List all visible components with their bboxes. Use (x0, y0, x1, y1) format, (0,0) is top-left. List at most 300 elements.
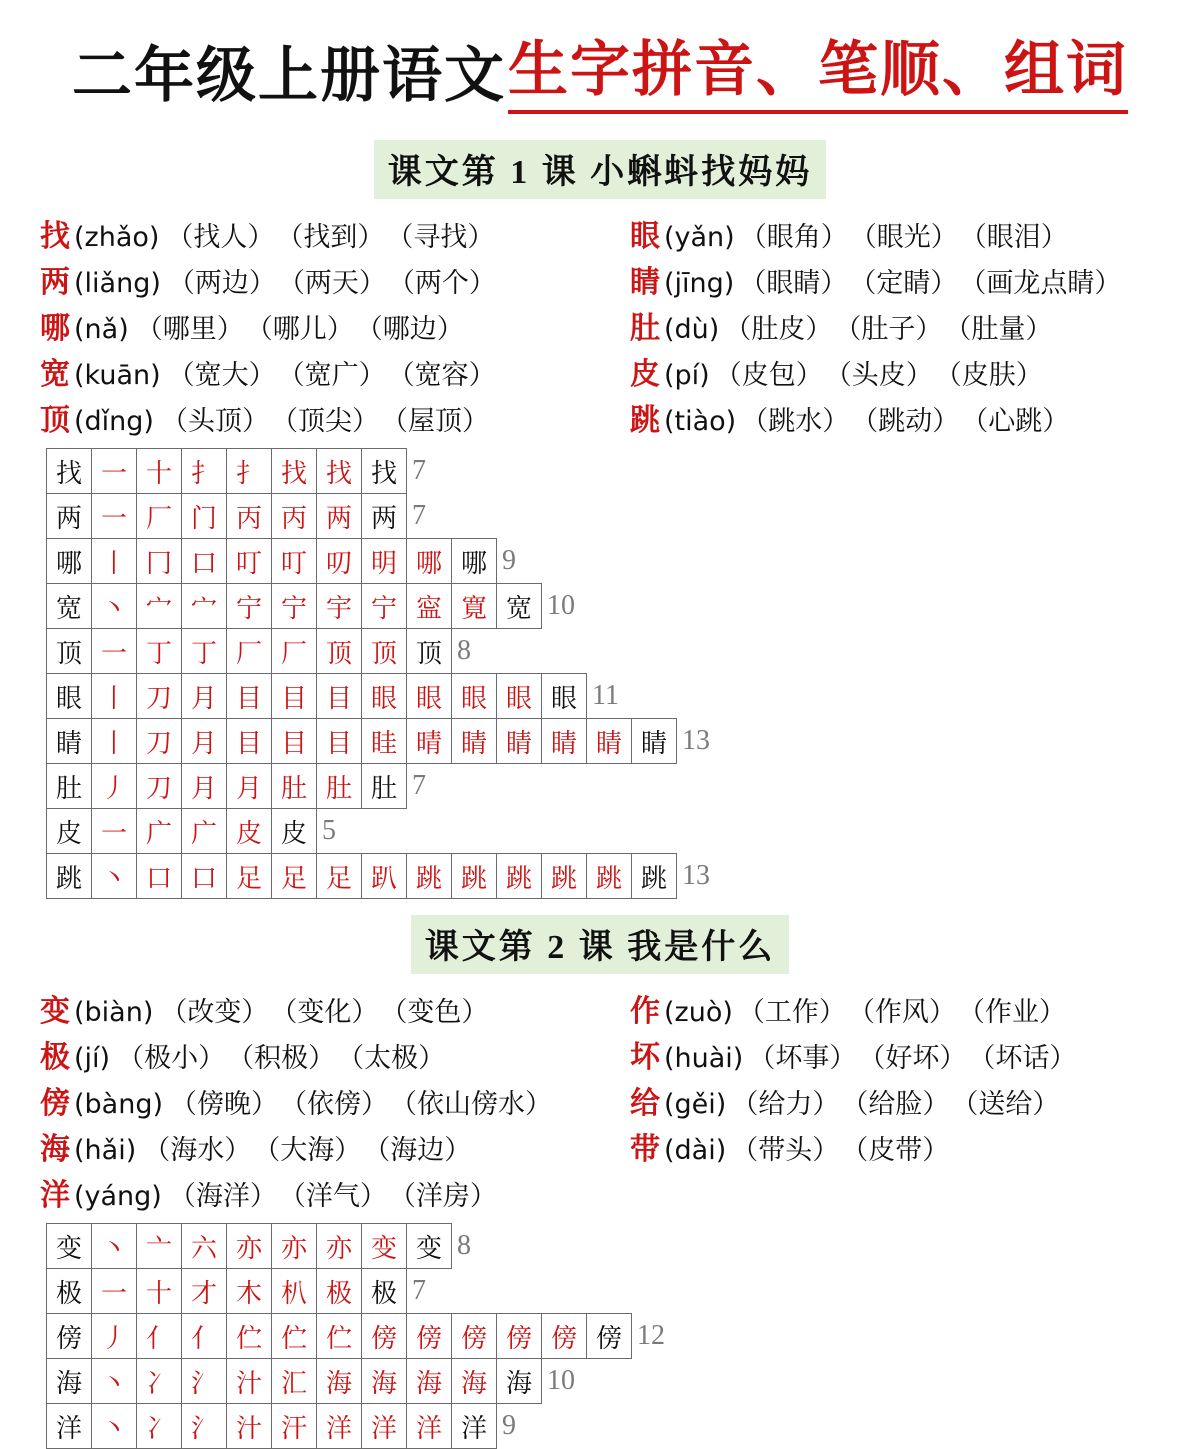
stroke-step-cell: 木 (226, 1268, 272, 1314)
word-term: （两个） (387, 268, 496, 298)
page-title-red: 生字拼音、笔顺、组词 (508, 22, 1128, 114)
stroke-step-cell: 氵 (181, 1358, 227, 1404)
word-term: （两天） (277, 268, 386, 298)
word-term: （作风） (847, 997, 956, 1027)
word-term: （皮包） (714, 360, 823, 390)
stroke-count: 7 (412, 455, 426, 486)
word-pinyin: (zuò) (664, 997, 733, 1028)
word-char: 宽 (40, 358, 70, 391)
word-term: （寻找） (386, 222, 495, 252)
stroke-step-cell: 傍 (451, 1313, 497, 1359)
stroke-step-cell: 广 (181, 808, 227, 854)
stroke-step-cell: 傍 (361, 1313, 407, 1359)
stroke-step-cell: 汗 (271, 1403, 317, 1449)
stroke-step-cell: 目 (226, 718, 272, 764)
stroke-row-char: 两 (46, 493, 92, 539)
word-term: （哪儿） (245, 314, 354, 344)
stroke-step-cell: 丶 (91, 1223, 137, 1269)
stroke-step-cell: 丿 (91, 763, 137, 809)
word-pinyin: (dài) (664, 1135, 727, 1166)
stroke-step-cell: 皮 (271, 808, 317, 854)
stroke-step-cell: 变 (361, 1223, 407, 1269)
stroke-step-cell: 丶 (91, 1403, 137, 1449)
word-term: （哪里） (135, 314, 244, 344)
stroke-step-cell: 冫 (136, 1403, 182, 1449)
stroke-step-cell: 宁 (271, 583, 317, 629)
stroke-step-cell: 扌 (226, 448, 272, 494)
stroke-row (46, 1313, 1200, 1359)
stroke-step-cell: 海 (406, 1358, 452, 1404)
stroke-row-char: 眼 (46, 673, 92, 719)
word-term: （大海） (253, 1135, 362, 1165)
stroke-step-cell: 冂 (136, 538, 182, 584)
stroke-row (46, 448, 1200, 494)
word-term: （宽容） (387, 360, 496, 390)
stroke-step-cell: 口 (181, 538, 227, 584)
stroke-step-cell: 叨 (316, 538, 362, 584)
stroke-row (46, 1223, 1200, 1269)
word-terms (747, 1036, 1077, 1075)
word-term: （洋气） (278, 1181, 387, 1211)
stroke-step-cell: 月 (181, 763, 227, 809)
word-char: 哪 (40, 312, 70, 345)
stroke-step-cell: 眭 (361, 718, 407, 764)
stroke-step-cell: 朳 (271, 1268, 317, 1314)
word-term: （哪边） (355, 314, 464, 344)
word-term: （跳水） (741, 406, 850, 436)
word-term: （心跳） (961, 406, 1070, 436)
stroke-step-cell: 一 (91, 808, 137, 854)
stroke-row (46, 808, 1200, 854)
stroke-step-cell: 十 (136, 1268, 182, 1314)
word-entry (630, 257, 1190, 303)
word-terms (738, 261, 1122, 300)
stroke-count: 9 (502, 1410, 516, 1441)
word-terms (737, 990, 1067, 1029)
word-entry (630, 986, 1190, 1032)
word-term: （带头） (731, 1135, 840, 1165)
word-terms (167, 353, 497, 392)
stroke-step-cell: 肚 (361, 763, 407, 809)
stroke-count: 10 (547, 590, 575, 621)
word-char: 变 (40, 995, 70, 1028)
stroke-step-cell: 眼 (496, 673, 542, 719)
word-term: （眼光） (849, 222, 958, 252)
stroke-step-cell: 刀 (136, 673, 182, 719)
word-term: （眼角） (739, 222, 848, 252)
word-char: 肚 (630, 312, 660, 345)
word-pinyin: (jīng) (664, 268, 735, 299)
word-term: （头顶） (160, 406, 269, 436)
stroke-row (46, 1403, 1200, 1449)
stroke-step-cell: 丶 (91, 853, 137, 899)
stroke-step-cell: 口 (181, 853, 227, 899)
stroke-step-cell: 门 (181, 493, 227, 539)
stroke-step-cell: 傍 (541, 1313, 587, 1359)
word-pinyin: (liǎng) (74, 268, 161, 299)
word-term: （坏话） (968, 1043, 1077, 1073)
word-pinyin: (bàng) (74, 1089, 164, 1120)
stroke-step-cell: 厂 (226, 628, 272, 674)
stroke-count: 8 (457, 1230, 471, 1261)
word-term: （找人） (166, 222, 275, 252)
stroke-step-cell: 刀 (136, 763, 182, 809)
page-title-black: 二年级上册语文 (72, 43, 506, 109)
stroke-count: 10 (547, 1365, 575, 1396)
stroke-step-cell: 宁 (361, 583, 407, 629)
stroke-step-cell: 扌 (181, 448, 227, 494)
lesson-1-word-list (0, 211, 1200, 441)
word-entry (40, 986, 630, 1032)
word-pinyin: (tiào) (664, 406, 737, 437)
stroke-step-cell: 傍 (406, 1313, 452, 1359)
stroke-row (46, 538, 1200, 584)
stroke-step-cell: 眼 (451, 673, 497, 719)
word-char: 给 (630, 1087, 660, 1120)
stroke-step-cell: 目 (316, 673, 362, 719)
word-terms (714, 353, 1044, 392)
stroke-row-char: 跳 (46, 853, 92, 899)
stroke-step-cell: 六 (181, 1223, 227, 1269)
word-term: （极小） (117, 1043, 226, 1073)
stroke-step-cell: 跳 (451, 853, 497, 899)
word-terms (116, 1036, 446, 1075)
stroke-step-cell: 傍 (496, 1313, 542, 1359)
stroke-step-cell: 顶 (361, 628, 407, 674)
stroke-step-cell: 跳 (406, 853, 452, 899)
lesson-2-heading (0, 915, 1200, 974)
stroke-step-cell: 丶 (91, 583, 137, 629)
word-term: （宽大） (167, 360, 276, 390)
stroke-step-cell: 一 (91, 628, 137, 674)
stroke-count: 13 (682, 725, 710, 756)
word-pinyin: (hǎi) (74, 1135, 137, 1166)
stroke-step-cell: 宇 (316, 583, 362, 629)
word-pinyin: (yǎn) (664, 222, 735, 253)
stroke-step-cell: 洋 (451, 1403, 497, 1449)
word-pinyin: (jí) (74, 1043, 111, 1074)
word-pinyin: (kuān) (74, 360, 161, 391)
stroke-step-cell: 眼 (361, 673, 407, 719)
word-pinyin: (gěi) (664, 1089, 727, 1120)
stroke-count: 7 (412, 1275, 426, 1306)
word-term: （肚皮） (724, 314, 833, 344)
stroke-count: 5 (322, 815, 336, 846)
stroke-step-cell: 亠 (136, 1223, 182, 1269)
word-pinyin: (biàn) (74, 997, 154, 1028)
stroke-step-cell: 变 (406, 1223, 452, 1269)
stroke-step-cell: 宁 (226, 583, 272, 629)
word-term: （好坏） (858, 1043, 967, 1073)
stroke-step-cell: 肚 (271, 763, 317, 809)
word-entry (40, 1170, 630, 1216)
word-entry (630, 211, 1190, 257)
word-entry (40, 395, 630, 441)
stroke-step-cell: 冫 (136, 1358, 182, 1404)
stroke-step-cell: 伫 (271, 1313, 317, 1359)
stroke-step-cell: 丨 (91, 718, 137, 764)
word-terms (165, 215, 495, 254)
page-title (0, 0, 1200, 114)
stroke-step-cell: 一 (91, 448, 137, 494)
stroke-step-cell: 寍 (406, 583, 452, 629)
stroke-row-char: 傍 (46, 1313, 92, 1359)
stroke-step-cell: 洋 (406, 1403, 452, 1449)
word-term: （屋顶） (380, 406, 489, 436)
word-term: （画龙点睛） (959, 268, 1122, 298)
stroke-step-cell: 广 (136, 808, 182, 854)
stroke-step-cell: 顶 (316, 628, 362, 674)
stroke-step-cell: 睛 (631, 718, 677, 764)
stroke-step-cell: 极 (361, 1268, 407, 1314)
word-term: （坏事） (748, 1043, 857, 1073)
word-term: （顶尖） (270, 406, 379, 436)
stroke-step-cell: 极 (316, 1268, 362, 1314)
word-char: 眼 (630, 220, 660, 253)
word-term: （海边） (363, 1135, 472, 1165)
lesson-2-words-right (630, 986, 1190, 1216)
word-pinyin: (yáng) (74, 1181, 162, 1212)
word-terms (167, 261, 497, 300)
word-entry (630, 303, 1190, 349)
word-char: 傍 (40, 1087, 70, 1120)
word-char: 海 (40, 1133, 70, 1166)
word-term: （太极） (337, 1043, 446, 1073)
lesson-1-heading-label: 课文第 1 课 小蝌蚪找妈妈 (374, 140, 827, 199)
stroke-row (46, 628, 1200, 674)
stroke-step-cell: 找 (361, 448, 407, 494)
word-terms (142, 1128, 472, 1167)
stroke-step-cell: 宀 (136, 583, 182, 629)
stroke-row (46, 718, 1200, 764)
stroke-step-cell: 伫 (226, 1313, 272, 1359)
stroke-step-cell: 傍 (586, 1313, 632, 1359)
stroke-step-cell: 洋 (361, 1403, 407, 1449)
stroke-step-cell: 目 (271, 718, 317, 764)
stroke-step-cell: 明 (361, 538, 407, 584)
word-term: （积极） (227, 1043, 336, 1073)
word-entry (630, 1032, 1190, 1078)
stroke-step-cell: 厂 (136, 493, 182, 539)
stroke-step-cell: 丨 (91, 673, 137, 719)
stroke-step-cell: 睛 (586, 718, 632, 764)
word-term: （给脸） (841, 1089, 950, 1119)
stroke-step-cell: 足 (226, 853, 272, 899)
word-char: 顶 (40, 404, 70, 437)
stroke-row-char: 洋 (46, 1403, 92, 1449)
word-term: （改变） (160, 997, 269, 1027)
stroke-step-cell: 两 (316, 493, 362, 539)
stroke-row-char: 顶 (46, 628, 92, 674)
word-pinyin: (nǎ) (74, 314, 129, 345)
stroke-step-cell: 汁 (226, 1358, 272, 1404)
stroke-row-char: 宽 (46, 583, 92, 629)
stroke-step-cell: 找 (316, 448, 362, 494)
stroke-step-cell: 睛 (541, 718, 587, 764)
stroke-step-cell: 月 (226, 763, 272, 809)
stroke-count: 9 (502, 545, 516, 576)
stroke-step-cell: 肚 (316, 763, 362, 809)
stroke-step-cell: 眼 (406, 673, 452, 719)
stroke-count: 7 (412, 770, 426, 801)
stroke-step-cell: 十 (136, 448, 182, 494)
stroke-step-cell: 亻 (181, 1313, 227, 1359)
word-term: （变化） (270, 997, 379, 1027)
stroke-step-cell: 足 (316, 853, 362, 899)
word-entry (630, 395, 1190, 441)
stroke-step-cell: 亦 (271, 1223, 317, 1269)
stroke-row-char: 极 (46, 1268, 92, 1314)
stroke-step-cell: 皮 (226, 808, 272, 854)
word-term: （眼泪） (959, 222, 1068, 252)
stroke-step-cell: 顶 (406, 628, 452, 674)
word-pinyin: (huài) (664, 1043, 744, 1074)
stroke-step-cell: 才 (181, 1268, 227, 1314)
word-term: （变色） (380, 997, 489, 1027)
stroke-step-cell: 亦 (316, 1223, 362, 1269)
stroke-step-cell: 亦 (226, 1223, 272, 1269)
word-char: 跳 (630, 404, 660, 437)
stroke-step-cell: 两 (361, 493, 407, 539)
word-term: （找到） (276, 222, 385, 252)
stroke-row-char: 找 (46, 448, 92, 494)
stroke-step-cell: 厂 (271, 628, 317, 674)
word-pinyin: (zhǎo) (74, 222, 160, 253)
stroke-row (46, 1268, 1200, 1314)
stroke-step-cell: 宀 (181, 583, 227, 629)
stroke-row (46, 493, 1200, 539)
word-char: 两 (40, 266, 70, 299)
stroke-row-char: 海 (46, 1358, 92, 1404)
stroke-count: 8 (457, 635, 471, 666)
word-terms (169, 1082, 553, 1121)
stroke-step-cell: 哪 (451, 538, 497, 584)
stroke-step-cell: 目 (316, 718, 362, 764)
stroke-step-cell: 汇 (271, 1358, 317, 1404)
word-term: （肚量） (944, 314, 1053, 344)
lesson-1-stroke-table (0, 441, 1200, 899)
word-terms (740, 399, 1070, 438)
stroke-row-char: 肚 (46, 763, 92, 809)
stroke-step-cell: 丁 (181, 628, 227, 674)
word-term: （依山傍水） (390, 1089, 553, 1119)
word-entry (630, 1124, 1190, 1170)
stroke-step-cell: 跳 (586, 853, 632, 899)
lesson-1-words-right (630, 211, 1190, 441)
word-term: （两边） (167, 268, 276, 298)
stroke-step-cell: 海 (316, 1358, 362, 1404)
stroke-step-cell: 睛 (451, 718, 497, 764)
stroke-row-char: 睛 (46, 718, 92, 764)
word-term: （工作） (737, 997, 846, 1027)
stroke-row (46, 673, 1200, 719)
stroke-step-cell: 海 (361, 1358, 407, 1404)
stroke-step-cell: 丁 (136, 628, 182, 674)
lesson-1-words-left (40, 211, 630, 441)
word-char: 找 (40, 220, 70, 253)
word-terms (160, 399, 490, 438)
word-terms (723, 307, 1053, 346)
stroke-step-cell: 宽 (496, 583, 542, 629)
stroke-step-cell: 海 (451, 1358, 497, 1404)
word-term: （洋房） (388, 1181, 497, 1211)
word-term: （海洋） (168, 1181, 277, 1211)
stroke-step-cell: 一 (91, 1268, 137, 1314)
word-entry (630, 349, 1190, 395)
stroke-step-cell: 丶 (91, 1358, 137, 1404)
word-term: （依傍） (280, 1089, 389, 1119)
lesson-2-heading-label: 课文第 2 课 我是什么 (411, 915, 790, 974)
stroke-step-cell: 伫 (316, 1313, 362, 1359)
word-terms (730, 1082, 1060, 1121)
stroke-row (46, 1358, 1200, 1404)
word-entry (40, 349, 630, 395)
stroke-step-cell: 月 (181, 673, 227, 719)
word-term: （海水） (143, 1135, 252, 1165)
stroke-step-cell: 叮 (226, 538, 272, 584)
word-entry (630, 1078, 1190, 1124)
stroke-count: 12 (637, 1320, 665, 1351)
stroke-step-cell: 刀 (136, 718, 182, 764)
word-entry (40, 1078, 630, 1124)
stroke-step-cell: 哪 (406, 538, 452, 584)
word-term: （定睛） (849, 268, 958, 298)
stroke-count: 13 (682, 860, 710, 891)
lesson-1-heading (0, 140, 1200, 199)
word-term: （皮肤） (934, 360, 1043, 390)
word-pinyin: (dǐng) (74, 406, 154, 437)
stroke-step-cell: 月 (181, 718, 227, 764)
stroke-count: 7 (412, 500, 426, 531)
lesson-2-words-left (40, 986, 630, 1216)
stroke-step-cell: 氵 (181, 1403, 227, 1449)
word-term: （送给） (951, 1089, 1060, 1119)
stroke-step-cell: 跳 (631, 853, 677, 899)
word-term: （跳动） (851, 406, 960, 436)
word-char: 作 (630, 995, 660, 1028)
stroke-row-char: 皮 (46, 808, 92, 854)
word-term: （皮带） (841, 1135, 950, 1165)
word-pinyin: (pí) (664, 360, 710, 391)
word-term: （肚子） (834, 314, 943, 344)
stroke-step-cell: 目 (226, 673, 272, 719)
lesson-2-word-list (0, 986, 1200, 1216)
stroke-step-cell: 海 (496, 1358, 542, 1404)
word-entry (40, 211, 630, 257)
stroke-step-cell: 眼 (541, 673, 587, 719)
stroke-row-char: 变 (46, 1223, 92, 1269)
stroke-step-cell: 跳 (496, 853, 542, 899)
stroke-count: 11 (592, 680, 619, 711)
stroke-step-cell: 口 (136, 853, 182, 899)
word-terms (730, 1128, 950, 1167)
stroke-step-cell: 汁 (226, 1403, 272, 1449)
word-terms (159, 990, 489, 1029)
stroke-step-cell: 目 (271, 673, 317, 719)
word-term: （头皮） (824, 360, 933, 390)
lesson-2-stroke-table (0, 1216, 1200, 1449)
word-entry (40, 257, 630, 303)
word-char: 带 (630, 1133, 660, 1166)
word-entry (40, 303, 630, 349)
stroke-step-cell: 叮 (271, 538, 317, 584)
stroke-step-cell: 跳 (541, 853, 587, 899)
stroke-step-cell: 晴 (406, 718, 452, 764)
stroke-step-cell: 丿 (91, 1313, 137, 1359)
stroke-step-cell: 丙 (271, 493, 317, 539)
stroke-step-cell: 洋 (316, 1403, 362, 1449)
word-terms (168, 1174, 498, 1213)
